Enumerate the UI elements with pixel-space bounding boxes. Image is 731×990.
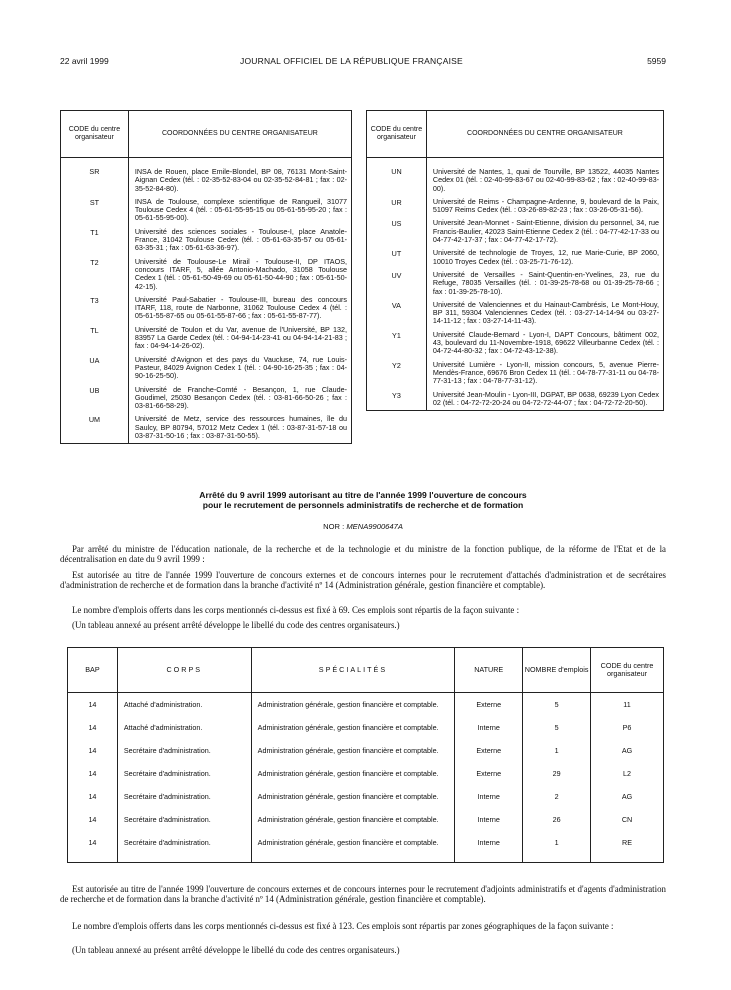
bap-cell: 14 <box>68 770 118 793</box>
table-row <box>61 413 352 443</box>
centre-code: T1 <box>61 226 129 256</box>
nor-reference <box>60 522 666 531</box>
table-row <box>61 354 352 384</box>
centre-code: Y2 <box>367 359 427 389</box>
table-row <box>367 217 664 247</box>
centre-coordonnees: INSA de Rouen, place Emile-Blondel, BP 08, 76131 Mont-Saint-Aignan Cedex (tél. : 02-35-52-83-04 ou 02-35-52-84-81 ; fax : 02-35-52-84-80). <box>128 158 351 196</box>
code-cell: 11 <box>591 693 664 725</box>
table-row <box>68 724 664 747</box>
table-row <box>367 329 664 359</box>
table-row <box>61 256 352 294</box>
table-row <box>61 226 352 256</box>
col-code-header: CODE du centre organisateur <box>367 111 427 158</box>
specialite-cell: Administration générale, gestion financière et comptable. <box>251 724 455 747</box>
paragraph-1: Par arrêté du ministre de l'éducation nationale, de la recherche et de la technologie et du ministre de la fonction publique, de la réforme de l'Etat et de la décentralisation en date du 9 avril 1999 : <box>60 544 666 564</box>
centre-code: TL <box>61 324 129 354</box>
table-row <box>61 196 352 226</box>
centre-coordonnees: Université de Versailles - Saint-Quentin-en-Yvelines, 23, rue du Refuge, 78035 Versailles (tél. : 01-39-25-78-68 ou 01-39-25-78-66 ; fax : 01-39-25-78-10). <box>426 269 663 299</box>
nature-cell: Interne <box>455 816 523 839</box>
code-cell: RE <box>591 839 664 863</box>
paragraph-5: Est autorisée au titre de l'année 1999 l'ouverture de concours externes et de concours internes pour le recrutement d'adjoints administratifs et d'agents d'administration de recherche et de formation dans la branche d'activité nº 14 (Administration générale, gestion financière et comptable). <box>60 884 666 904</box>
centre-code: SR <box>61 158 129 196</box>
arrete-title <box>60 490 666 510</box>
centre-coordonnees: Université Claude-Bernard - Lyon-I, DAPT Concours, bâtiment 002, 43, boulevard du 11-Novembre-1918, 69622 Villeurbanne Cedex (tél. : 04-72-44-80-32 ; fax : 04-72-43-12-38). <box>426 329 663 359</box>
table-row <box>367 196 664 218</box>
centre-code: UN <box>367 158 427 196</box>
paragraph-3: Le nombre d'emplois offerts dans les corps mentionnés ci-dessus est fixé à 69. Ces emplois sont répartis de la façon suivante : <box>72 605 520 615</box>
centres-left-body <box>61 158 352 444</box>
code-cell: AG <box>591 793 664 816</box>
table-row <box>367 247 664 269</box>
centre-code: UM <box>61 413 129 443</box>
centre-coordonnees: Université Jean-Moulin - Lyon-III, DGPAT, BP 0638, 69239 Lyon Cedex 02 (tél. : 04-72-72-20-24 ou 04-72-72-44-07 ; fax : 04-72-72-20-50). <box>426 389 663 411</box>
table-row <box>367 299 664 329</box>
centre-coordonnees: Université de Nantes, 1, quai de Tourville, BP 13522, 44035 Nantes Cedex 01 (tél. : 02-40-99-83-67 ou 02-40-99-83-62 ; fax : 02-40-99-83-00). <box>426 158 663 196</box>
col-coordonnees-header: COORDONNÉES DU CENTRE ORGANISATEUR <box>426 111 663 158</box>
specialite-cell: Administration générale, gestion financière et comptable. <box>251 747 455 770</box>
code-cell: P6 <box>591 724 664 747</box>
centre-code: UT <box>367 247 427 269</box>
corps-cell: Secrétaire d'administration. <box>117 770 251 793</box>
issue-date: 22 avril 1999 <box>60 56 109 66</box>
arrete-title-line2: pour le recrutement de personnels administratifs de recherche et de formation <box>202 500 524 510</box>
table-row <box>68 816 664 839</box>
centre-coordonnees: Université de Metz, service des ressources humaines, île du Saulcy, BP 80794, 57012 Metz Cedex 1 (tél. : 03-87-31-57-18 ou 03-87-31-50-16 ; fax : 03-87-31-50-55). <box>128 413 351 443</box>
code-cell: CN <box>591 816 664 839</box>
table-row <box>61 384 352 414</box>
corps-cell: Secrétaire d'administration. <box>117 839 251 863</box>
col-nombre-header: NOMBRE d'emplois <box>523 648 591 693</box>
centre-coordonnees: Université Jean-Monnet - Saint-Etienne, division du personnel, 34, rue Francis-Baulier, 42023 Saint-Etienne Cedex 2 (tél. : 04-77-42-17-33 ou 04-77-42-17-37 ; fax : 04-77-42-17-72). <box>426 217 663 247</box>
paragraph-6: Le nombre d'emplois offerts dans les corps mentionnés ci-dessus est fixé à 123. Ces emplois sont répartis par zones géographiques de la façon suivante : <box>72 921 614 931</box>
nature-cell: Externe <box>455 770 523 793</box>
centre-coordonnees: Université d'Avignon et des pays du Vaucluse, 74, rue Louis-Pasteur, 84029 Avignon Cedex 1 (tél. : 04-90-16-25-35 ; fax : 04-90-16-25-50). <box>128 354 351 384</box>
centre-code: UB <box>61 384 129 414</box>
centre-code: UV <box>367 269 427 299</box>
nombre-cell: 1 <box>523 839 591 863</box>
postes-table <box>67 647 664 863</box>
paragraph-7: (Un tableau annexé au présent arrêté développe le libellé du code des centres organisateurs.) <box>72 945 400 955</box>
centre-code: UR <box>367 196 427 218</box>
table-row <box>367 269 664 299</box>
nor-value: MENA9900647A <box>346 522 403 531</box>
specialite-cell: Administration générale, gestion financière et comptable. <box>251 839 455 863</box>
col-corps-header: CORPS <box>117 648 251 693</box>
postes-body <box>68 693 664 863</box>
centre-coordonnees: Université de Toulon et du Var, avenue de l'Université, BP 132, 83957 La Garde Cedex (tél. : 04-94-14-23-41 ou 04-94-14-21-83 ; fax : 04-94-14-26-02). <box>128 324 351 354</box>
table-row <box>68 747 664 770</box>
corps-cell: Secrétaire d'administration. <box>117 816 251 839</box>
centre-code: Y1 <box>367 329 427 359</box>
nombre-cell: 29 <box>523 770 591 793</box>
table-row <box>68 693 664 725</box>
nombre-cell: 1 <box>523 747 591 770</box>
centre-code: Y3 <box>367 389 427 411</box>
centres-table-left <box>60 110 352 444</box>
table-row <box>61 324 352 354</box>
centre-coordonnees: Université des sciences sociales - Toulouse-I, place Anatole-France, 31042 Toulouse Cedex (tél. : 05-61-63-35-57 ou 05-61-63-35-31 ; fax : 05-61-63-36-97). <box>128 226 351 256</box>
centre-coordonnees: Université de Reims - Champagne-Ardenne, 9, boulevard de la Paix, 51097 Reims Cedex (tél. : 03-26-89-82-23 ; fax : 03-26-05-31-56). <box>426 196 663 218</box>
paragraph-4: (Un tableau annexé au présent arrêté développe le libellé du code des centres organisateurs.) <box>72 620 400 630</box>
nombre-cell: 26 <box>523 816 591 839</box>
table-row <box>68 793 664 816</box>
running-head <box>60 56 666 70</box>
specialite-cell: Administration générale, gestion financière et comptable. <box>251 816 455 839</box>
centre-code: VA <box>367 299 427 329</box>
bap-cell: 14 <box>68 747 118 770</box>
centre-code: ST <box>61 196 129 226</box>
nombre-cell: 5 <box>523 693 591 725</box>
corps-cell: Secrétaire d'administration. <box>117 747 251 770</box>
arrete-title-line1: Arrêté du 9 avril 1999 autorisant au titre de l'année 1999 l'ouverture de concours <box>199 490 527 500</box>
centre-code: UA <box>61 354 129 384</box>
table-row <box>367 389 664 411</box>
centre-coordonnees: Université de Toulouse-Le Mirail - Toulouse-II, DP ITAOS, concours ITARF, 5, allée Antonio-Machado, 31058 Toulouse Cedex 1 (tél. : 05-61-50-49-69 ou 05-61-50-44-90 ; fax : 05-61-50-42-15). <box>128 256 351 294</box>
table-row <box>68 770 664 793</box>
centre-coordonnees: Université de Valenciennes et du Hainaut-Cambrésis, Le Mont-Houy, BP 311, 59304 Valenciennes Cedex (tél. : 03-27-14-14-94 ou 03-27-14-11-12 ; fax : 03-27-14-11-43). <box>426 299 663 329</box>
centre-coordonnees: Université de technologie de Troyes, 12, rue Marie-Curie, BP 2060, 10010 Troyes Cedex (tél. : 03-25-71-76-12). <box>426 247 663 269</box>
nombre-cell: 5 <box>523 724 591 747</box>
paragraph-2: Est autorisée au titre de l'année 1999 l'ouverture de concours externes et de concours internes pour le recrutement d'attachés d'administration et de secrétaires d'administration de recherche et de formation dans la branche d'activité nº 14 (Administration générale, gestion financière et comptable). <box>60 570 666 590</box>
col-bap-header: BAP <box>68 648 118 693</box>
bap-cell: 14 <box>68 839 118 863</box>
bap-cell: 14 <box>68 693 118 725</box>
corps-cell: Secrétaire d'administration. <box>117 793 251 816</box>
centres-right-body <box>367 158 664 411</box>
centre-code: T2 <box>61 256 129 294</box>
nature-cell: Externe <box>455 693 523 725</box>
specialite-cell: Administration générale, gestion financière et comptable. <box>251 693 455 725</box>
table-row <box>68 839 664 863</box>
col-specialites-header: SPÉCIALITÉS <box>251 648 455 693</box>
bap-cell: 14 <box>68 793 118 816</box>
nombre-cell: 2 <box>523 793 591 816</box>
nature-cell: Interne <box>455 793 523 816</box>
table-row <box>61 158 352 196</box>
col-coordonnees-header: COORDONNÉES DU CENTRE ORGANISATEUR <box>128 111 351 158</box>
centres-table-right <box>366 110 664 411</box>
centre-coordonnees: Université Paul-Sabatier - Toulouse-III, bureau des concours ITARF, 118, route de Narbonne, 31062 Toulouse Cedex 4 (tél. : 05-61-55-87-65 ou 05-61-55-87-66 ; fax : 05-61-55-87-77). <box>128 294 351 324</box>
specialite-cell: Administration générale, gestion financière et comptable. <box>251 770 455 793</box>
col-code-header: CODE du centre organisateur <box>591 648 664 693</box>
col-code-header: CODE du centre organisateur <box>61 111 129 158</box>
corps-cell: Attaché d'administration. <box>117 693 251 725</box>
centre-coordonnees: Université Lumière - Lyon-II, mission concours, 5, avenue Pierre-Mendès-France, 69676 Bron Cedex 11 (tél. : 04-78-77-31-11 ou 04-78-77-31-13 ; fax : 04-78-77-31-12). <box>426 359 663 389</box>
centre-coordonnees: INSA de Toulouse, complexe scientifique de Rangueil, 31077 Toulouse Cedex 4 (tél. : 05-61-55-95-15 ou 05-61-55-95-20 ; fax : 05-61-55-95-00). <box>128 196 351 226</box>
corps-cell: Attaché d'administration. <box>117 724 251 747</box>
col-nature-header: NATURE <box>455 648 523 693</box>
table-row <box>61 294 352 324</box>
table-row <box>367 359 664 389</box>
code-cell: AG <box>591 747 664 770</box>
nature-cell: Externe <box>455 747 523 770</box>
page-number: 5959 <box>647 56 666 66</box>
centre-coordonnees: Université de Franche-Comté - Besançon, 1, rue Claude-Goudimel, 25030 Besançon Cedex (tél. : 03-81-66-50-26 ; fax : 03-81-66-58-29). <box>128 384 351 414</box>
centre-code: US <box>367 217 427 247</box>
nature-cell: Interne <box>455 839 523 863</box>
nature-cell: Interne <box>455 724 523 747</box>
bap-cell: 14 <box>68 724 118 747</box>
specialite-cell: Administration générale, gestion financière et comptable. <box>251 793 455 816</box>
bap-cell: 14 <box>68 816 118 839</box>
table-row <box>367 158 664 196</box>
code-cell: L2 <box>591 770 664 793</box>
nor-label: NOR : <box>323 522 345 531</box>
journal-title: JOURNAL OFFICIEL DE LA RÉPUBLIQUE FRANÇAISE <box>240 56 463 66</box>
centre-code: T3 <box>61 294 129 324</box>
